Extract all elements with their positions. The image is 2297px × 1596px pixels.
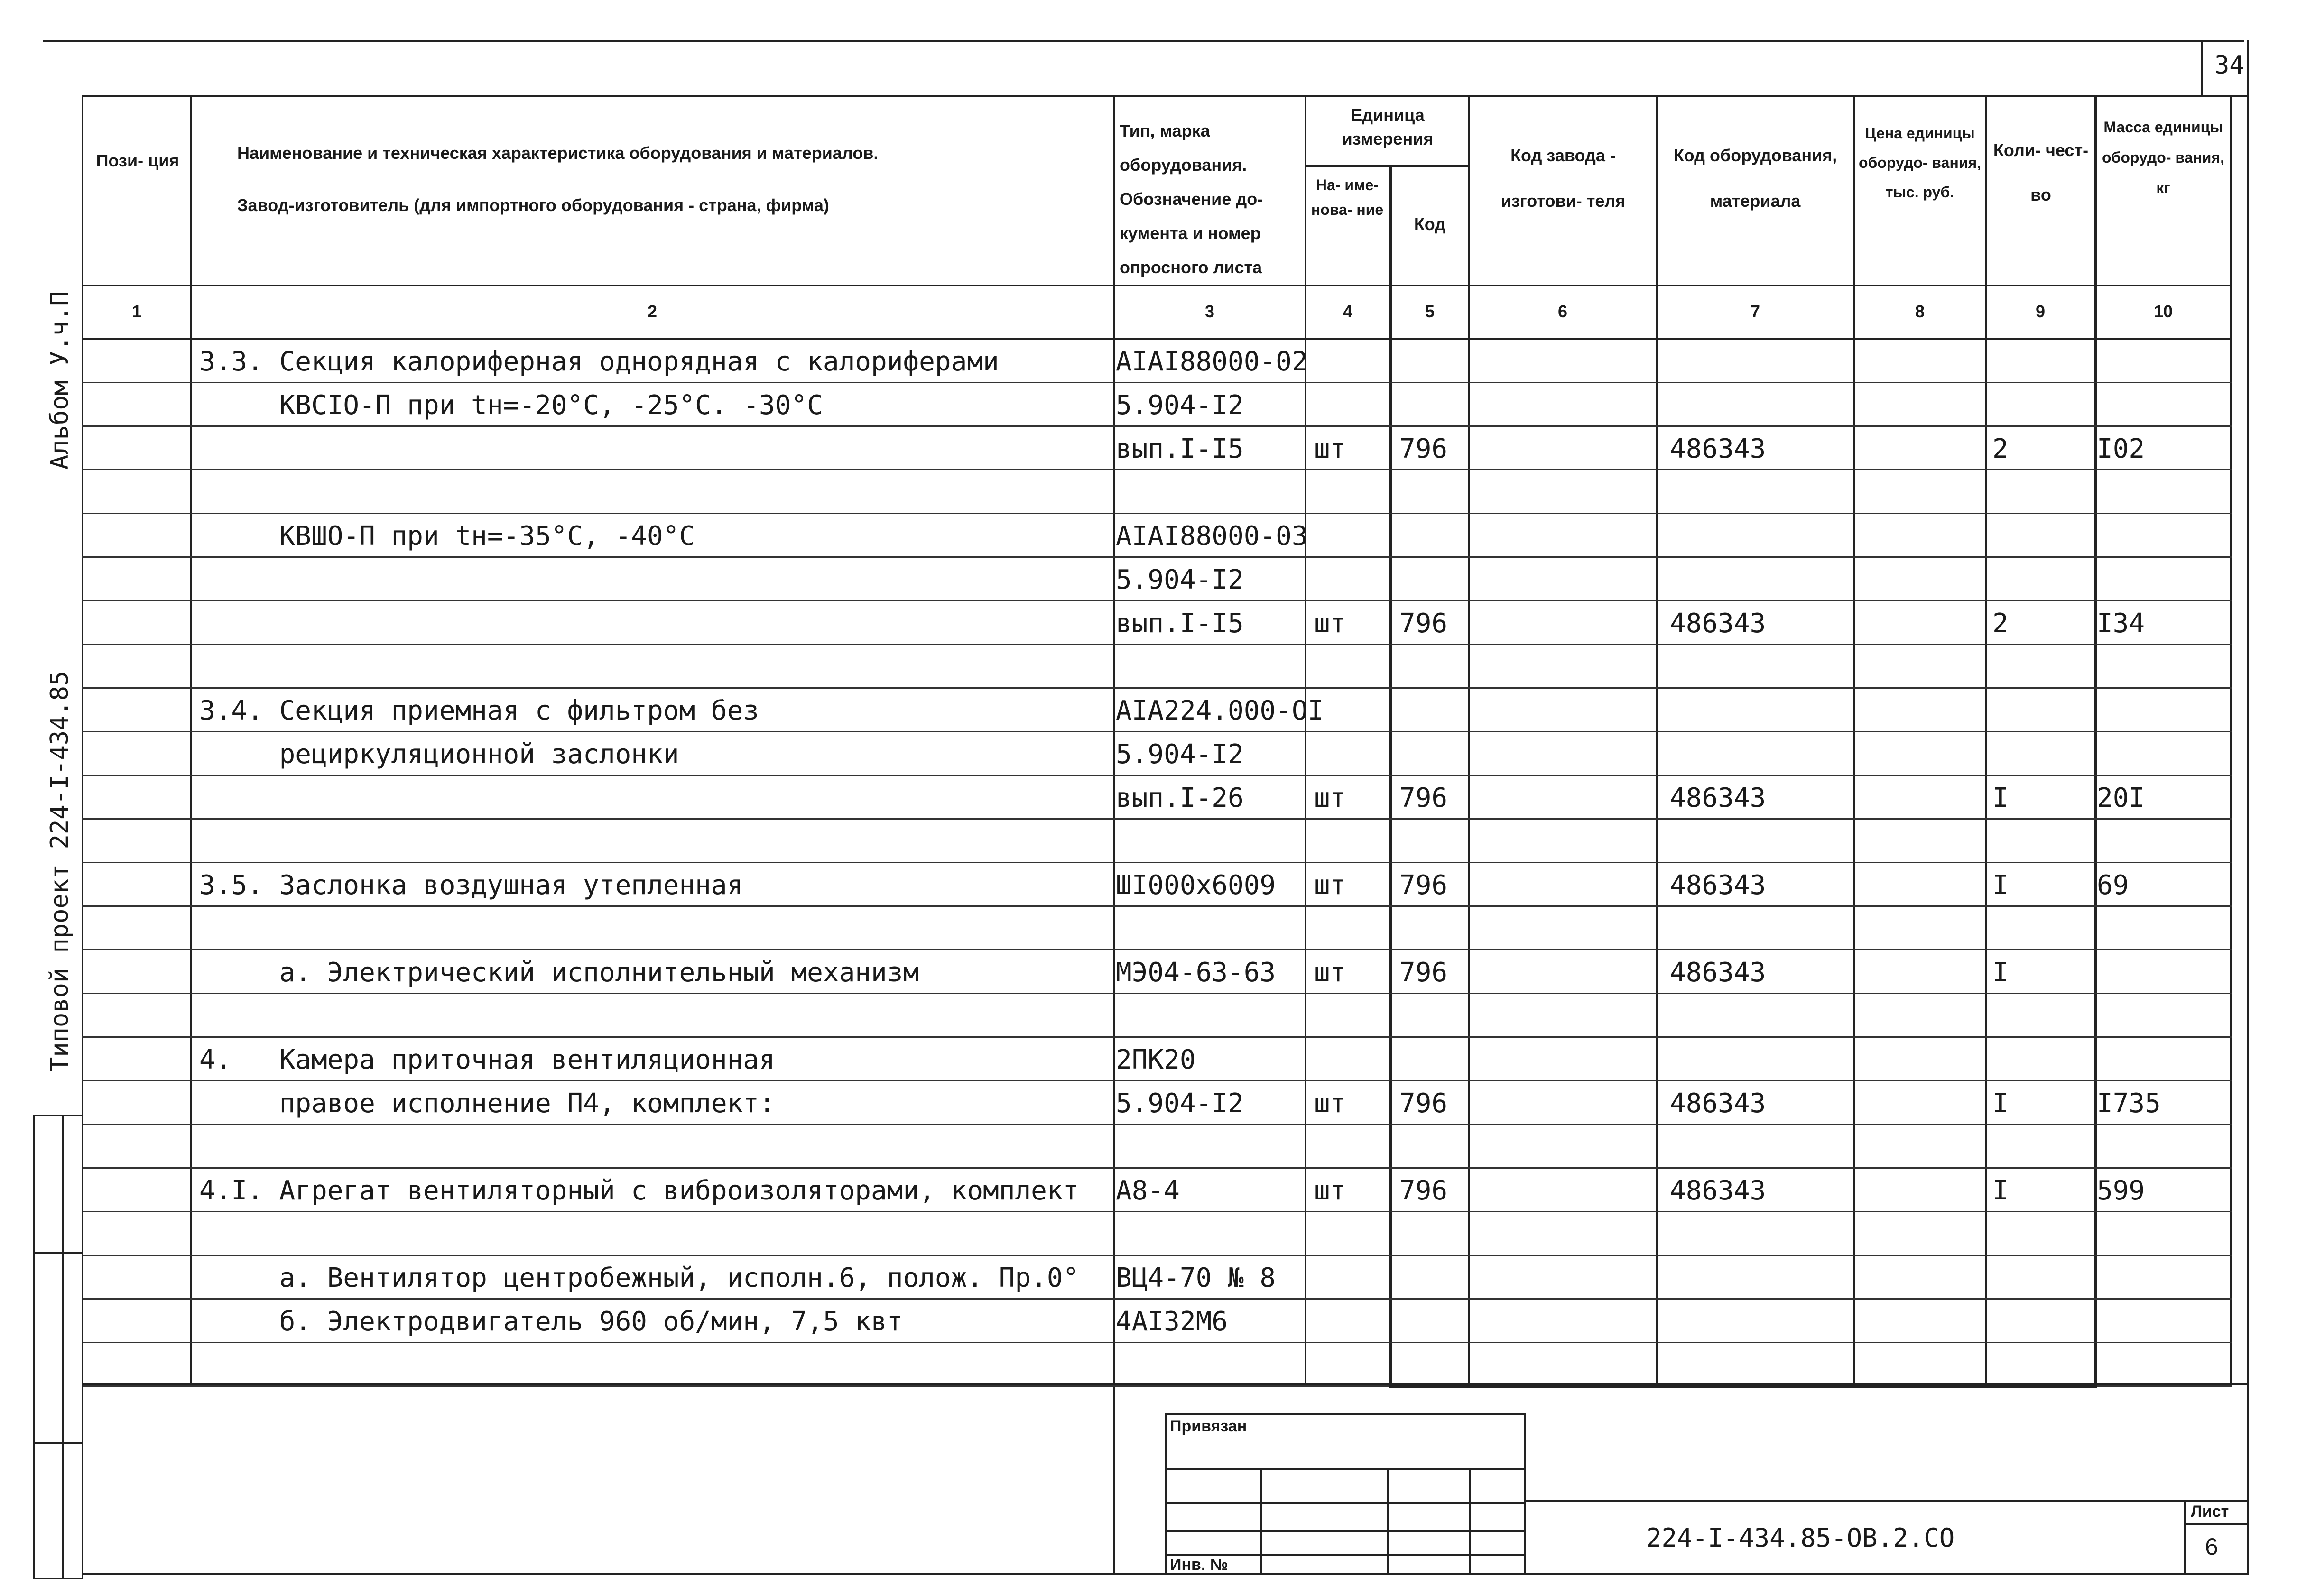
table-cell-c9: 2 (1992, 434, 2009, 464)
left-margin-inner (62, 1115, 64, 1579)
bound-line-1 (1165, 1468, 1526, 1470)
table-cell-c3: ШI000x6009 (1116, 870, 1276, 901)
header-col9: Коли- чест- во (1993, 140, 2089, 204)
table-cell-c5: 796 (1399, 434, 1448, 464)
table-cell-c2: а. Электрический исполнительный механизм (199, 957, 919, 988)
table-cell-c7: 486343 (1670, 608, 1766, 639)
header-col5: Код (1414, 214, 1446, 234)
table-cell-c4: шт (1314, 870, 1346, 901)
table-cell-c2: 3.5. Заслонка воздушная утепленная (199, 870, 743, 901)
inv-label: Инв. № (1170, 1556, 1228, 1574)
header-unit-group: Единица измерения (1342, 105, 1434, 148)
table-cell-c4: шт (1314, 1088, 1346, 1119)
header-col2-line2: Завод-изготовитель (для импортного оборудования - страна, фирма) (237, 195, 829, 215)
table-cell-c3: вып.I-26 (1116, 783, 1244, 813)
header-col7: Код оборудования, материала (1673, 146, 1837, 211)
table-cell-c5: 796 (1399, 870, 1448, 901)
table-cell-c3: вып.I-I5 (1116, 608, 1244, 639)
table-cell-c2: а. Вентилятор центробежный, исполн.6, полож. Пр.0° (199, 1263, 1079, 1293)
table-cell-c10: I34 (2097, 608, 2145, 639)
colnum-2: 2 (647, 302, 658, 321)
header-col3: Тип, марка оборудования. Обозначение до- кумента и номер опросного листа (1120, 121, 1263, 277)
colnum-3: 3 (1204, 302, 1215, 321)
table-cell-c9: I (1992, 783, 2009, 813)
unit-subheader-line (1305, 165, 1470, 167)
table-cell-c5: 796 (1399, 1175, 1448, 1206)
header-col8: Цена единицы оборудо- вания, тыс. руб. (1859, 125, 1981, 201)
table-cell-c10: 599 (2097, 1175, 2145, 1206)
table-cell-c3: вып.I-I5 (1116, 434, 1244, 464)
header-col1: Пози- ция (96, 151, 179, 170)
table-cell-c5: 796 (1399, 1088, 1448, 1119)
header-col10: Масса единицы оборудо- вания, кг (2102, 119, 2224, 196)
table-cell-c9: I (1992, 1088, 2009, 1119)
table-cell-c3: 5.904-I2 (1116, 1088, 1244, 1119)
table-cell-c3: 5.904-I2 (1116, 390, 1244, 421)
table-cell-c3: 4AI32M6 (1116, 1306, 1228, 1337)
header-bottom-line (82, 285, 2232, 286)
colnum-9: 9 (2035, 302, 2046, 321)
header-col4: На- име- нова- ние (1311, 176, 1384, 218)
frame-top-line (43, 40, 2244, 42)
table-cell-c3: AIA224.000-OI (1116, 695, 1324, 726)
body-bold-frame (1389, 338, 2097, 1388)
table-cell-c9: I (1992, 957, 2009, 988)
left-margin-box (33, 1115, 83, 1579)
bound-vline-1 (1260, 1468, 1262, 1575)
col-line-3 (1305, 95, 1306, 1385)
table-cell-c9: I (1992, 1175, 2009, 1206)
frame-right-line (2247, 40, 2249, 1575)
bound-vline-2 (1387, 1468, 1389, 1575)
table-cell-c2: 4. Камера приточная вентиляционная (199, 1044, 775, 1075)
table-cell-c3: A8-4 (1116, 1175, 1180, 1206)
bound-vline-3 (1469, 1468, 1471, 1575)
table-cell-c3: AIAI88000-03 (1116, 521, 1308, 552)
bound-line-3 (1165, 1530, 1526, 1532)
sheet-number: 6 (2205, 1533, 2218, 1560)
header-col2-line1: Наименование и техническая характеристика оборудования и материалов. (237, 143, 879, 163)
colnum-10: 10 (2153, 302, 2173, 321)
table-cell-c5: 796 (1399, 957, 1448, 988)
table-cell-c5: 796 (1399, 783, 1448, 813)
sheet-box-line (2184, 1523, 2249, 1525)
sheet-label: Лист (2191, 1503, 2229, 1521)
table-cell-c2: правое исполнение П4, комплект: (199, 1088, 775, 1119)
col-line-10 (2230, 95, 2232, 1385)
table-cell-c3: 2ПК20 (1116, 1044, 1196, 1075)
bound-stamp (1165, 1413, 1526, 1575)
title-block-line (1526, 1500, 2249, 1502)
table-cell-c9: 2 (1992, 608, 2009, 639)
table-cell-c3: МЭ04-63-63 (1116, 957, 1276, 988)
table-cell-c4: шт (1314, 957, 1346, 988)
bound-label: Привязан (1170, 1417, 1247, 1435)
table-cell-c10: I02 (2097, 434, 2145, 464)
table-cell-c4: шт (1314, 608, 1346, 639)
table-cell-c3: 5.904-I2 (1116, 564, 1244, 595)
doc-code: 224-I-434.85-OB.2.CO (1646, 1523, 1955, 1553)
table-cell-c3: AIAI88000-02 (1116, 346, 1308, 377)
table-cell-c2: рециркуляционной заслонки (199, 739, 679, 770)
side-label-project: Типовой проект 224-I-434.85 (46, 671, 74, 1072)
table-cell-c7: 486343 (1670, 783, 1766, 813)
table-cell-c4: шт (1314, 783, 1346, 813)
table-cell-c7: 486343 (1670, 957, 1766, 988)
table-cell-c4: шт (1314, 434, 1346, 464)
colnum-6: 6 (1557, 302, 1568, 321)
colnum-4: 4 (1343, 302, 1353, 321)
colnum-1: 1 (131, 302, 142, 321)
bound-line-2 (1165, 1502, 1526, 1504)
header-col6: Код завода - изготови- теля (1500, 146, 1626, 211)
table-cell-c4: шт (1314, 1175, 1346, 1206)
table-cell-c7: 486343 (1670, 434, 1766, 464)
table-cell-c10: 20I (2097, 783, 2145, 813)
colnum-8: 8 (1915, 302, 1925, 321)
col-line-1 (190, 95, 192, 1385)
table-cell-c10: I735 (2097, 1088, 2161, 1119)
left-margin-div-2 (33, 1442, 83, 1444)
table-cell-c2: 3.3. Секция калориферная однорядная с калориферами (199, 346, 999, 377)
left-margin-div-1 (33, 1252, 83, 1254)
table-cell-c9: I (1992, 870, 2009, 901)
table-cell-c2: КВСIO-П при tн=-20°С, -25°С. -30°С (199, 390, 823, 421)
table-cell-c3: 5.904-I2 (1116, 739, 1244, 770)
colnum-5: 5 (1425, 302, 1435, 321)
table-cell-c7: 486343 (1670, 1175, 1766, 1206)
page-number: 34 (2214, 51, 2244, 80)
table-cell-c2: КВШO-П при tн=-35°С, -40°С (199, 521, 695, 552)
table-cell-c3: ВЦ4-70 № 8 (1116, 1263, 1276, 1293)
table-cell-c7: 486343 (1670, 870, 1766, 901)
colnum-7: 7 (1750, 302, 1760, 321)
table-cell-c5: 796 (1399, 608, 1448, 639)
table-cell-c2: 4.I. Агрегат вентиляторный с виброизоляторами, комплект (199, 1175, 1079, 1206)
table-cell-c7: 486343 (1670, 1088, 1766, 1119)
side-label-album: Альбом У.ч.П (46, 291, 74, 470)
table-cell-c2: 3.4. Секция приемная с фильтром без (199, 695, 759, 726)
table-cell-c10: 69 (2097, 870, 2129, 901)
table-cell-c2: б. Электродвигатель 960 об/мин, 7,5 квт (199, 1306, 903, 1337)
